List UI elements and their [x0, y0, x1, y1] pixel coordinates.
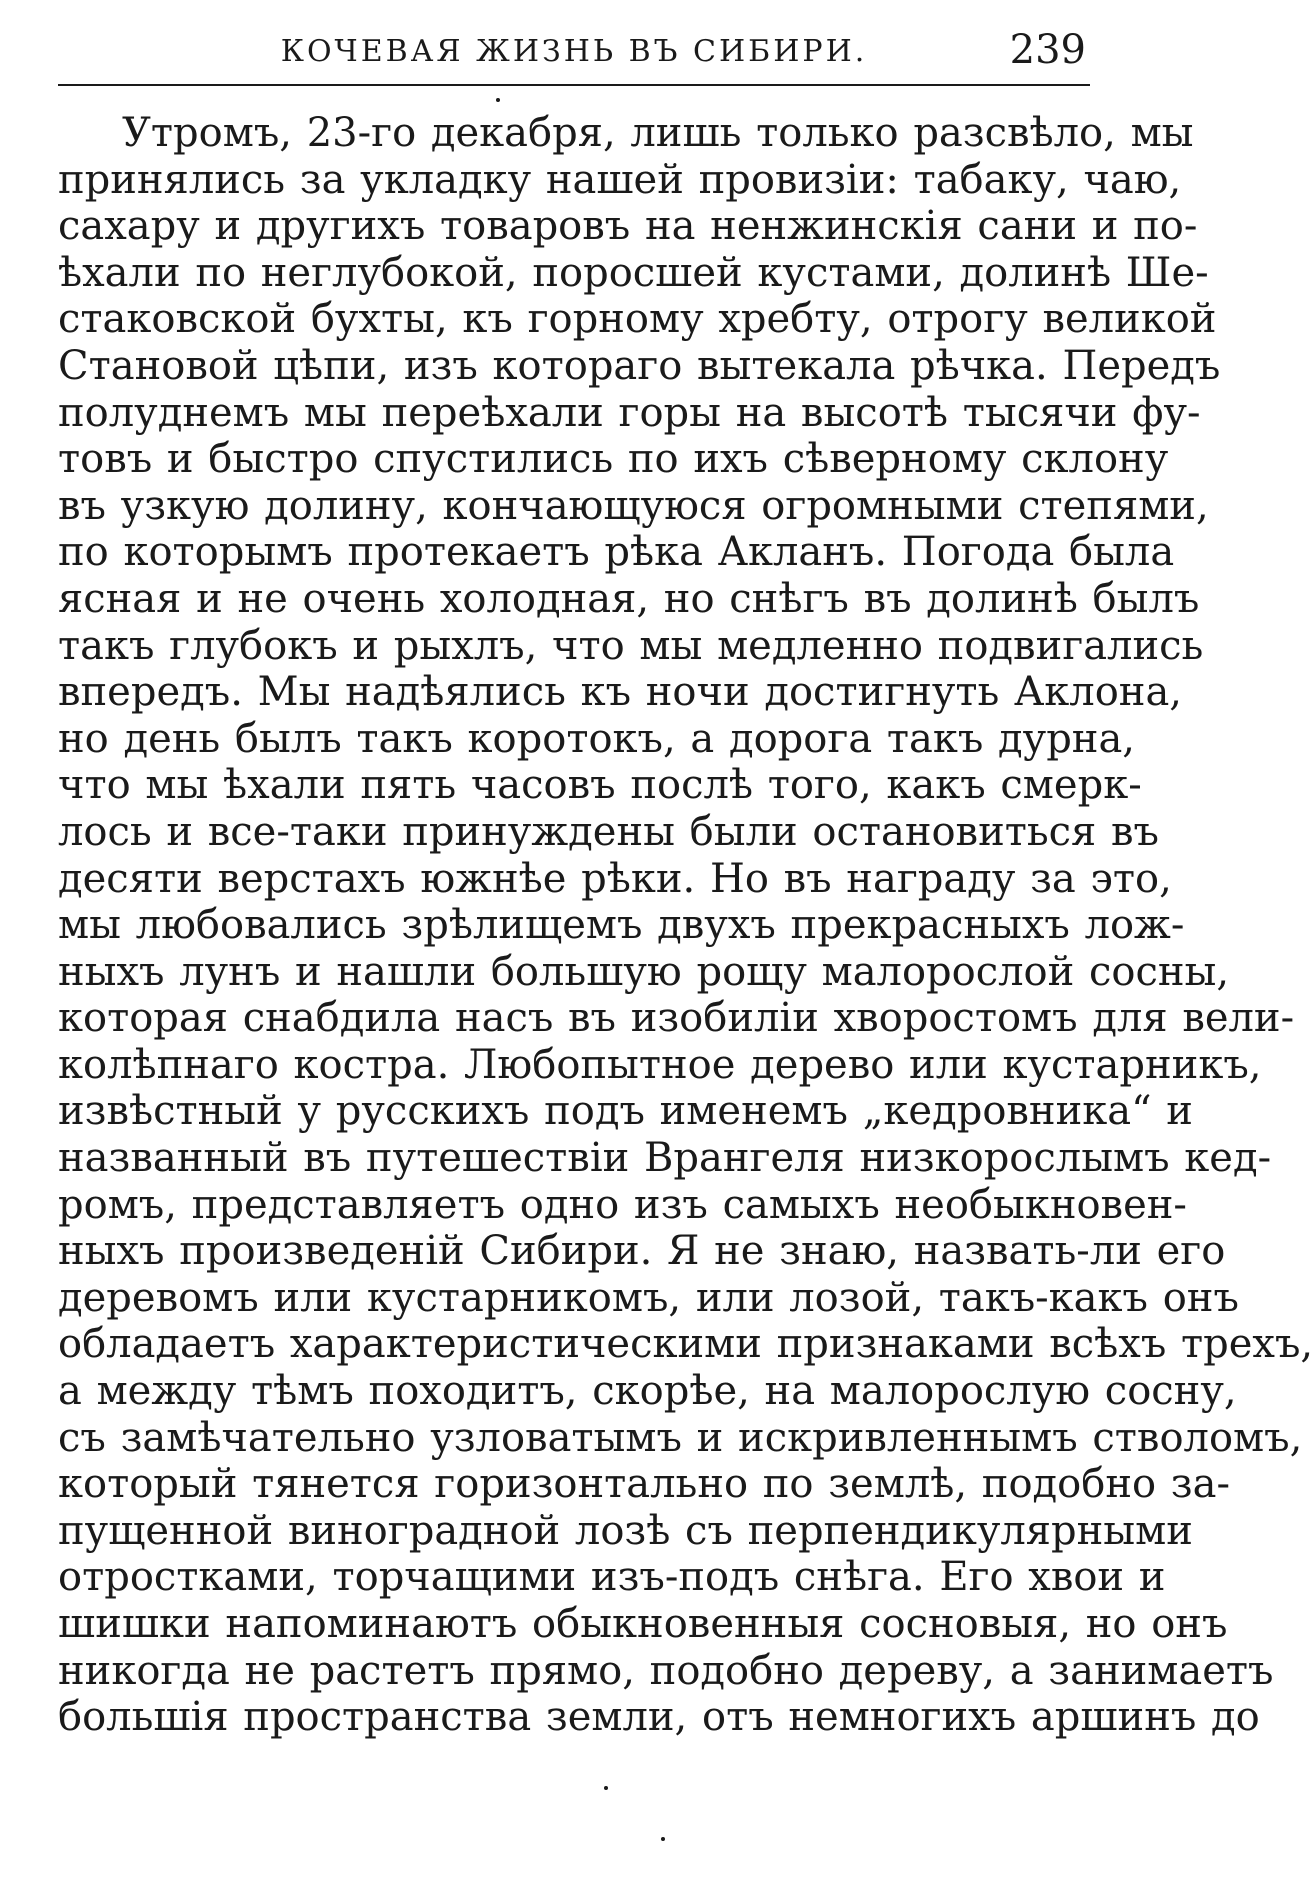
text-line: ныхъ произведеній Сибири. Я не знаю, назвать-ли его — [58, 1228, 1226, 1275]
print-speck — [661, 1837, 665, 1841]
text-line: мы любовались зрѣлищемъ двухъ прекрасныхъ лож- — [58, 902, 1185, 949]
text-line: впередъ. Мы надѣялись къ ночи достигнуть Аклона, — [58, 669, 1183, 716]
text-line: Утромъ, 23-го декабря, лишь только разсвѣло, мы — [122, 110, 1194, 156]
page-header — [58, 26, 1090, 78]
text-line: пущенной виноградной лозѣ съ перпендикулярными — [58, 1507, 1193, 1554]
text-line: колѣпнаго костра. Любопытное дерево или кустарникъ, — [58, 1041, 1262, 1088]
text-line: съ замѣчательно узловатымъ и искривленнымъ стволомъ, — [58, 1414, 1303, 1461]
text-line: большія пространства земли, отъ немногихъ аршинъ до — [58, 1694, 1260, 1741]
text-line: ѣхали по неглубокой, поросшей кустами, долинѣ Ше- — [58, 249, 1209, 296]
text-line: такъ глубокъ и рыхлъ, что мы медленно подвигались — [58, 622, 1204, 669]
text-line: ромъ, представляетъ одно изъ самыхъ необыкновен- — [58, 1181, 1187, 1228]
text-line: которая снабдила насъ въ изобиліи хворостомъ для вели- — [58, 995, 1295, 1042]
text-line: товъ и быстро спустились по ихъ сѣверному склону — [58, 436, 1169, 483]
text-line: въ узкую долину, кончающуюся огромными степями, — [58, 482, 1209, 529]
text-line: десяти верстахъ южнѣе рѣки. Но въ награду за это, — [58, 855, 1172, 902]
text-line: по которымъ протекаетъ рѣка Акланъ. Погода была — [58, 529, 1175, 576]
text-line: а между тѣмъ походитъ, скорѣе, на малорослую сосну, — [58, 1368, 1237, 1415]
text-line: названный въ путешествіи Врангеля низкорослымъ кед- — [58, 1135, 1272, 1182]
print-speck — [496, 98, 500, 102]
text-line: принялись за укладку нашей провизіи: табаку, чаю, — [58, 156, 1182, 203]
text-line: шишки напоминаютъ обыкновенныя сосновыя, но онъ — [58, 1601, 1228, 1647]
text-line: отростками, торчащими изъ-подъ снѣга. Его хвои и — [58, 1554, 1166, 1601]
running-title: КОЧЕВАЯ ЖИЗНЬ ВЪ СИБИРИ. — [280, 34, 868, 69]
text-line: никогда не растетъ прямо, подобно дереву, а занимаетъ — [58, 1647, 1274, 1694]
text-line: лось и все-таки принуждены были остановиться въ — [58, 808, 1159, 855]
page-number: 239 — [1009, 27, 1086, 73]
text-line: который тянется горизонтально по землѣ, подобно за- — [58, 1461, 1230, 1508]
text-line: обладаетъ характеристическими признаками всѣхъ трехъ, — [58, 1321, 1313, 1368]
body-text — [58, 110, 1313, 1741]
text-line: полуднемъ мы переѣхали горы на высотѣ тысячи фу- — [58, 389, 1201, 436]
text-line: что мы ѣхали пять часовъ послѣ того, какъ смерк- — [58, 762, 1142, 809]
print-speck — [604, 1786, 608, 1790]
text-line: Становой цѣпи, изъ котораго вытекала рѣчка. Передъ — [58, 342, 1221, 389]
text-line: сахару и другихъ товаровъ на ненжинскія сани и по- — [58, 203, 1198, 250]
text-line: ныхъ лунъ и нашли большую рощу малорослой сосны, — [58, 948, 1230, 995]
text-line: но день былъ такъ коротокъ, а дорога такъ дурна, — [58, 715, 1136, 762]
text-line: деревомъ или кустарникомъ, или лозой, такъ-какъ онъ — [58, 1274, 1239, 1321]
text-line: стаковской бухты, къ горному хребту, отрогу великой — [58, 296, 1217, 343]
header-rule — [58, 84, 1090, 86]
text-line: извѣстный у русскихъ подъ именемъ „кедровника“ и — [58, 1088, 1193, 1135]
text-line: ясная и не очень холодная, но снѣгъ въ долинѣ былъ — [58, 575, 1200, 622]
